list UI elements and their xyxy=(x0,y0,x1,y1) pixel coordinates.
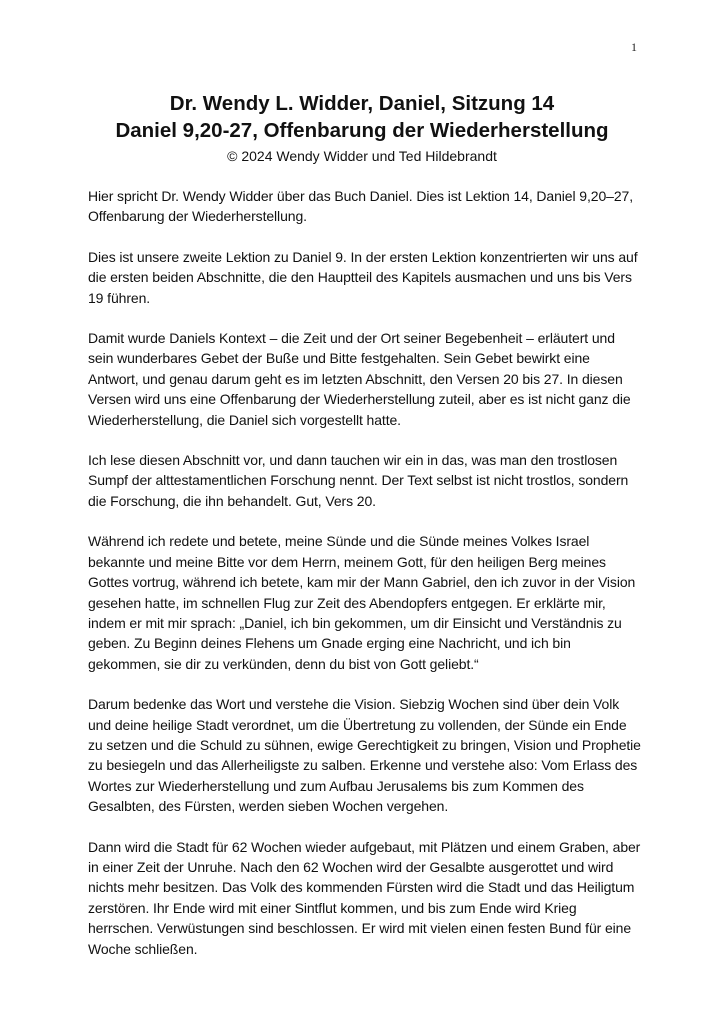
paragraph-scripture-verses-20-23: Während ich redete und betete, meine Sünde und die Sünde meines Volkes Israel bekannte und meine Bitte vor dem Herrn, meinem Gott, für den heiligen Berg meines Gottes vortrug, während ich betete, kam mir der Mann Gabriel, den ich zuvor in der Vision gesehen hatte, im schnellen Flug zur Zeit des Abendopfers entgegen. Er erklärte mir, indem er mit mir sprach: „Daniel, ich bin gekommen, um dir Einsicht und Verständnis zu geben. Zu Beginn deines Flehens um Gnade erging eine Nachricht, und ich bin gekommen, sie dir zu verkünden, denn du bist von Gott geliebt.“ xyxy=(88,533,636,672)
paragraph-intro: Hier spricht Dr. Wendy Widder über das Buch Daniel. Dies ist Lektion 14, Daniel 9,20–27, Offenbarung der Wiederherstellung. xyxy=(88,188,633,225)
paragraph-reading-intro: Ich lese diesen Abschnitt vor, und dann tauchen wir ein in das, was man den trostlosen Sumpf der alttestamentlichen Forschung nennt. Der Text selbst ist nicht trostlos, sondern die Forschung, die ihn behandelt. Gut, Vers 20. xyxy=(88,452,629,509)
copyright-notice: © 2024 Wendy Widder und Ted Hildebrandt xyxy=(227,148,497,164)
document-title-line-2: Daniel 9,20-27, Offenbarung der Wiederherstellung xyxy=(115,119,609,142)
paragraph-scripture-verses-26-27: Dann wird die Stadt für 62 Wochen wieder aufgebaut, mit Plätzen und einem Graben, aber in einer Zeit der Unruhe. Nach den 62 Wochen wird der Gesalbte ausgerottet und wird nichts mehr besitzen. Das Volk des kommenden Fürsten wird die Stadt und das Heiligtum zerstören. Ihr Ende wird mit einer Sintflut kommen, und bis zum Ende wird Krieg herrschen. Verwüstungen sind beschlossen. Er wird mit vielen einen festen Bund für eine Woche schließen. xyxy=(88,838,641,957)
paragraph-scripture-verses-24-25: Darum bedenke das Wort und verstehe die Vision. Siebzig Wochen sind über dein Volk und deine heilige Stadt verordnet, um die Übertretung zu vollenden, der Sünde ein Ende zu setzen und die Schuld zu sühnen, ewige Gerechtigkeit zu bringen, Vision und Prophetie zu besiegeln und das Allerheiligste zu salben. Erkenne und verstehe also: Vom Erlass des Wortes zur Wiederherstellung und zum Aufbau Jerusalems bis zum Kommen des Gesalbten, des Fürsten, werden sieben Wochen vergehen. xyxy=(88,696,641,815)
paragraph-lesson-overview: Dies ist unsere zweite Lektion zu Daniel 9. In der ersten Lektion konzentrierten wir uns auf die ersten beiden Abschnitte, die den Hauptteil des Kapitels ausmachen und uns bis Vers 19 führen. xyxy=(88,248,638,306)
document-body xyxy=(88,186,642,979)
page-number: 1 xyxy=(631,40,637,54)
document-header xyxy=(0,90,724,166)
document-title-line-1: Dr. Wendy L. Widder, Daniel, Sitzung 14 xyxy=(169,92,555,115)
paragraph-context: Damit wurde Daniels Kontext – die Zeit und der Ort seiner Begebenheit – erläutert und sein wunderbares Gebet der Buße und Bitte festgehalten. Sein Gebet bewirkt eine Antwort, und genau darum geht es im letzten Abschnitt, den Versen 20 bis 27. In diesen Versen wird uns eine Offenbarung der Wiederherstellung zuteil, aber es ist nicht ganz die Wiederherstellung, die Daniel sich vorgestellt hatte. xyxy=(88,330,631,428)
